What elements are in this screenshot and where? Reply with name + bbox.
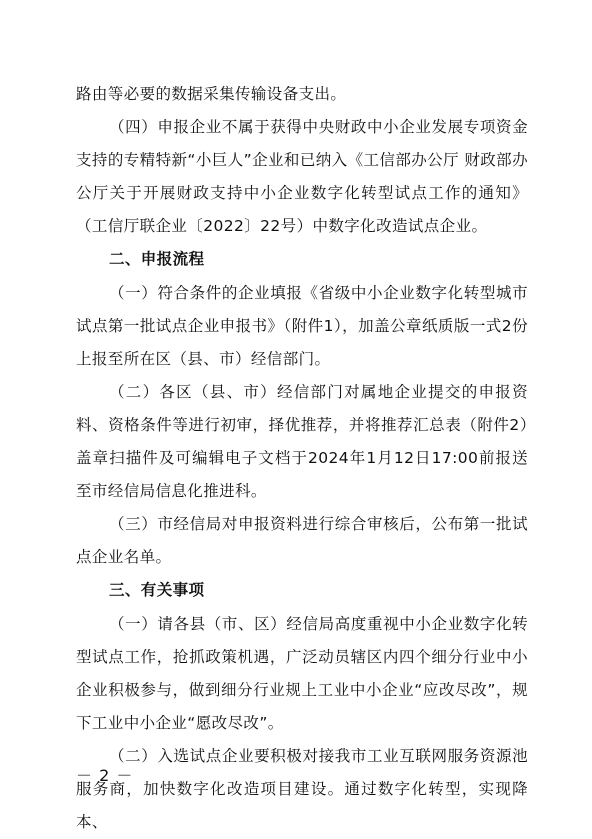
paragraph-item-four: （四）申报企业不属于获得中央财政中小企业发展专项资金支持的专精特新“小巨人”企业和已纳入《工信部办公厅 财政部办公厅关于开展财政支持中小企业数字化转型试点工作的通知》（工信厅联企业〔2022〕22号）中数字化改造试点企业。 bbox=[76, 118, 528, 236]
section-heading-related-matters: 三、有关事项 bbox=[109, 581, 205, 600]
document-body bbox=[76, 78, 528, 839]
paragraph-process-two: （二）各区（县、市）经信部门对属地企业提交的申报资料、资格条件等进行初审，择优推荐，并将推荐汇总表（附件2）盖章扫描件及可编辑电子文档于2024年1月12日17:00前报送至市经信局信息化推进科。 bbox=[76, 382, 528, 501]
page-number: － 2 － bbox=[76, 766, 134, 785]
paragraph-continuation: 路由等必要的数据采集传输设备支出。 bbox=[76, 85, 347, 103]
paragraph-matters-two: （二）入选试点企业要积极对接我市工业互联网服务资源池服务商，加快数字化改造项目建设。通过数字化转型，实现降本、 bbox=[76, 746, 528, 832]
paragraph-process-three: （三）市经信局对申报资料进行综合审核后，公布第一批试点企业名单。 bbox=[76, 515, 528, 567]
section-heading-application-process: 二、申报流程 bbox=[109, 250, 205, 269]
paragraph-process-one: （一）符合条件的企业填报《省级中小企业数字化转型城市试点第一批试点企业申报书》（附件1），加盖公章纸质版一式2份上报至所在区（县、市）经信部门。 bbox=[76, 283, 528, 368]
paragraph-matters-one: （一）请各县（市、区）经信局高度重视中小企业数字化转型试点工作，抢抓政策机遇，广泛动员辖区内四个细分行业中小企业积极参与，做到细分行业规上工业中小企业“应改尽改”，规下工业中小企业“愿改尽改”。 bbox=[76, 614, 528, 732]
